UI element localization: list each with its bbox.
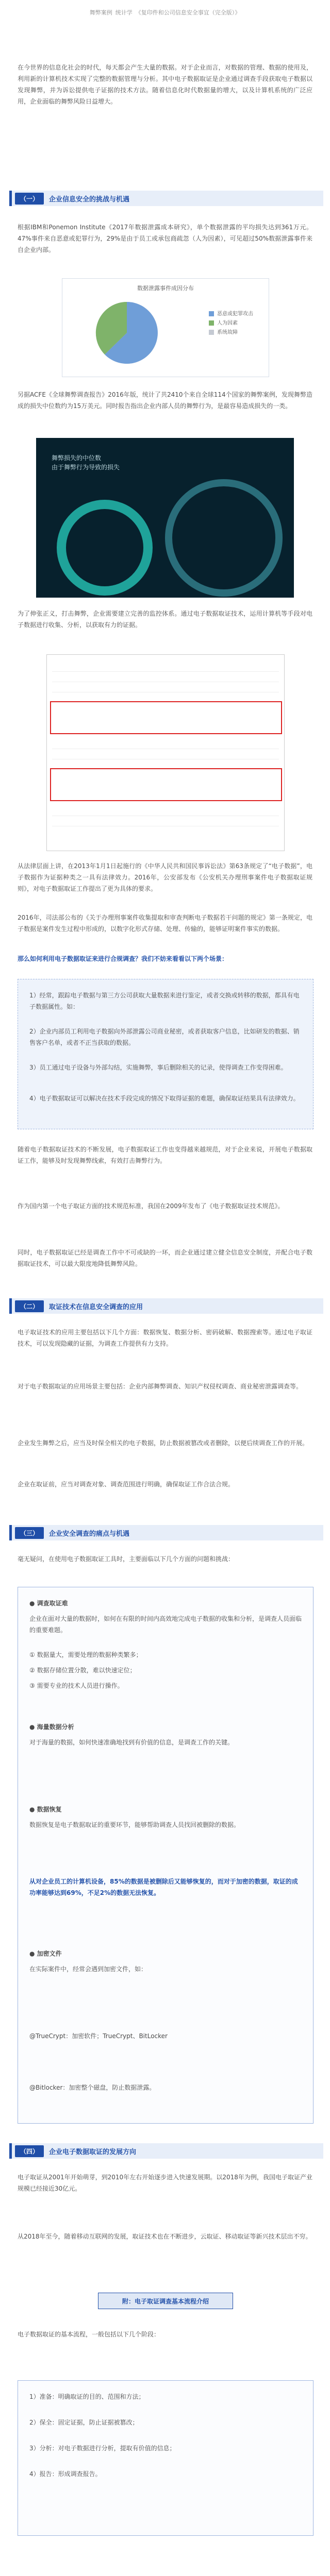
paragraph: 为了伸张正义，打击舞弊，企业需要建立完善的监控体系。通过电子数据取证技术，运用计算机等手段对电子数据进行收集、分析，以获取有力的证据。 bbox=[18, 610, 312, 629]
pain-text: 数据恢复是电子数据取证的重要环节，能够帮助调查人员找回被删除的数据。 bbox=[29, 1821, 240, 1828]
paragraph: 对于电子数据取证的应用场景主要包括：企业内部舞弊调查、知识产权侵权调查、商业秘密泄露调查等。 bbox=[18, 1383, 303, 1390]
highlight-box bbox=[50, 701, 282, 734]
scenario-callout bbox=[18, 979, 314, 1129]
ring-graphic bbox=[165, 479, 283, 597]
section-heading bbox=[9, 1525, 323, 1540]
table-row bbox=[52, 742, 279, 749]
section-number: （一） bbox=[15, 193, 44, 205]
scenario-text: 4）电子数据取证可以解决在技术手段完成的情况下取得证据的难题，确保取证结果具有法律效力。 bbox=[29, 1095, 300, 1102]
infographic-title bbox=[52, 453, 120, 472]
section-heading bbox=[9, 2143, 323, 2159]
pain-bullet: ② 数据存储位置分散，难以快速定位； bbox=[29, 1667, 136, 1674]
legend-swatch bbox=[209, 330, 214, 335]
legend-label: 恶意或犯罪攻击 bbox=[217, 311, 253, 317]
infographic-line: 舞弊损失的中位数 bbox=[52, 454, 102, 462]
paragraph: 企业在取证前，应当对调查对象、调查范围进行明确，确保取证工作合法合规。 bbox=[18, 1481, 235, 1488]
paragraph: 另据ACFE《全球舞弊调查报告》2016年版，统计了共2410个来自全球114个国家的舞弊案例，发现舞弊造成的损失中位数约为15万美元。同时报告指出企业内部人员的舞弊行为，是最容易造成损失的一类。 bbox=[18, 391, 312, 410]
section-number: （二） bbox=[15, 1300, 44, 1312]
paragraph: 同时，电子数据取证已经是调查工作中不可或缺的一环，而企业通过建立健全信息安全制度，并配合电子数据取证技术，可以最大限度地降低舞弊风险。 bbox=[18, 1249, 312, 1267]
pain-stat: 从对企业员工的计算机设备，85%的数据是被删除后又能够恢复的，而对于加密的数据，取证的成功率能够达到69%，不足2%的数据无法恢复。 bbox=[29, 1878, 298, 1896]
legend-swatch bbox=[209, 311, 214, 316]
scenario-text: 2）企业内部员工利用电子数据向外部泄露公司商业秘密，或者获取客户信息，比如研发的数据、销售客户名单，或者不正当获取的数据。 bbox=[29, 1028, 300, 1046]
legend-label: 人为因素 bbox=[217, 320, 238, 326]
highlight-box bbox=[50, 768, 282, 801]
paragraph: 作为国内第一个电子取证方面的技术规范标准，我国在2009年发布了《电子数据取证技术规范》。 bbox=[18, 1202, 284, 1210]
legend-label: 系统故障 bbox=[217, 330, 238, 335]
table-row bbox=[52, 820, 279, 826]
paragraph: 2016年，司法部公布的《关于办理刑事案件收集提取和审查判断电子数据若干问题的规定》第一条规定，电子数据是案件发生过程中形成的，以数字化形式存储、处理、传输的，能够证明案件事实的数据。 bbox=[18, 914, 312, 933]
breadcrumb-item[interactable]: 统计学 bbox=[115, 9, 133, 16]
table-row bbox=[52, 665, 279, 672]
section-title: 企业安全调查的痛点与机遇 bbox=[49, 1530, 130, 1538]
paragraph: 毫无疑问，在使用电子数据取证工具时，主要面临以下几个方面的问题和挑战： bbox=[18, 1555, 235, 1563]
pain-heading: ● 海量数据分析 bbox=[29, 1723, 74, 1731]
section-title: 企业电子数据取证的发展方向 bbox=[49, 2148, 137, 2156]
breadcrumb-item[interactable]: 舞弊案例 bbox=[89, 9, 112, 16]
dark-infographic bbox=[36, 438, 294, 598]
pie-caption: 数据泄露事件成因分布 bbox=[137, 285, 194, 292]
pain-text: 对于海量的数据，如何快速准确地找到有价值的信息，是调查工作的关键。 bbox=[29, 1739, 234, 1746]
pain-example: @Bitlocker：加密整个磁盘，防止数据泄露。 bbox=[29, 2084, 156, 2091]
steps-box bbox=[18, 2380, 314, 2536]
pain-bullet: ③ 需要专业的技术人员进行操作。 bbox=[29, 1682, 124, 1689]
pain-points-box bbox=[18, 1587, 314, 2124]
table-row bbox=[52, 675, 279, 682]
scenario-text: 1）经常，跟踪电子数据与第三方公司获取大量数据来进行鉴定，或者交换或转移的数据，都具有电子数据属性。如： bbox=[29, 992, 300, 1010]
paragraph: 电子取证从2001年开始萌芽，到2010年左右开始逐步进入快速发展期。以2018年为例，我国电子取证产业规模已经接近30亿元。 bbox=[18, 2174, 312, 2192]
scenario-text: 3）员工通过电子设备与外部勾结，实施舞弊，事后删除相关的记录，使得调查工作变得困难。 bbox=[29, 1064, 287, 1071]
pie-chart-figure bbox=[62, 278, 269, 377]
paragraph: 从2018年至今，随着移动互联网的发展，取证技术也在不断进步，云取证、移动取证等新兴技术层出不穷。 bbox=[18, 2233, 312, 2240]
breadcrumb-item[interactable]: 《复印件和公司信息安全事宜（完全版）》 bbox=[135, 9, 241, 16]
pain-text: 在实际案件中，经常会遇到加密文件，如： bbox=[29, 1965, 147, 1973]
section-heading bbox=[9, 1298, 323, 1314]
table-screenshot bbox=[46, 654, 285, 851]
step-item: 4）报告：形成调查报告。 bbox=[29, 2470, 102, 2478]
paragraph: 企业发生舞弊之后，应当及时保全相关的电子数据，防止数据被篡改或者删除，以便后续调查工作的开展。 bbox=[18, 1439, 309, 1447]
step-item: 1）准备：明确取证的目的、范围和方法； bbox=[29, 2393, 145, 2400]
section-number: （四） bbox=[15, 2145, 44, 2157]
step-item: 2）保全：固定证据，防止证据被篡改； bbox=[29, 2419, 139, 2426]
pain-heading: ● 加密文件 bbox=[29, 1950, 62, 1957]
paragraph: 电子数据取证的基本流程，一般包括以下几个阶段： bbox=[18, 2331, 160, 2338]
step-item: 3）分析：对电子数据进行分析，提取有价值的信息； bbox=[29, 2445, 176, 2452]
pie-legend bbox=[209, 310, 253, 337]
table-row bbox=[52, 809, 279, 816]
pain-heading: ● 数据恢复 bbox=[29, 1806, 62, 1813]
section-number: （三） bbox=[15, 1527, 44, 1539]
intro-paragraph: 在今世界的信息化社会的时代，每天都会产生大量的数据。对于企业而言，对数据的管理、数据的使用及，利用新的计算机技术实现了完整的数据管理与分析。其中电子数据取证是企业通过调查手段获取电子数据以发现舞弊，并为诉讼提供电子证据的技术方法。随着信息化时代数据量的增大，以及计算机系统的广泛应用，企业面临的舞弊风险日益增大。 bbox=[18, 64, 312, 105]
section-title: 企业信息安全的挑战与机遇 bbox=[49, 195, 130, 204]
appendix-tag: 附：电子取证调查基本流程介绍 bbox=[98, 2293, 233, 2309]
section-title: 取证技术在信息安全调查的应用 bbox=[49, 1303, 143, 1311]
paragraph: 电子取证技术的应用主要包括以下几个方面：数据恢复、数据分析、密码破解、数据搜索等。通过电子取证技术，可以发现隐藏的证据，为调查工作提供有力支持。 bbox=[18, 1329, 312, 1347]
infographic-line: 由于舞弊行为导致的损失 bbox=[52, 464, 120, 471]
pain-text: 企业在面对大量的数据时，如何在有限的时间内高效地完成电子数据的收集和分析，是调查人员面临的重要难题。 bbox=[29, 1615, 302, 1634]
question-paragraph: 那么如何利用电子数据取证来进行合规调查？我们不妨来看看以下两个场景： bbox=[18, 955, 228, 962]
pain-bullet: ① 数据量大，需要处理的数据种类繁多； bbox=[29, 1651, 142, 1658]
pain-heading: ● 调查取证难 bbox=[29, 1600, 68, 1607]
ring-graphic bbox=[57, 500, 153, 596]
pain-example: @TrueCrypt：加密软件；TrueCrypt、BitLocker bbox=[29, 2032, 168, 2040]
table-row bbox=[52, 686, 279, 692]
paragraph: 随着电子数据取证技术的不断发展，电子数据取证工作也变得越来越规范，对于企业来说，开展电子数据取证工作，能够及时发现舞弊线索，有效打击舞弊行为。 bbox=[18, 1146, 312, 1164]
paragraph: 从法律层面上讲，在2013年1月1日起施行的《中华人民共和国民事诉讼法》第63条规定了“电子数据”，电子数据作为证据种类之一具有法律效力。2016年，公安部发布《公安机关办理刑事案件电子数据取证规则》，对电子数据取证工作提出了更为具体的要求。 bbox=[18, 862, 312, 892]
legend-swatch bbox=[209, 320, 214, 326]
section-heading bbox=[9, 191, 323, 206]
table-row bbox=[52, 753, 279, 759]
breadcrumb bbox=[0, 0, 330, 25]
pie-chart bbox=[88, 294, 176, 371]
paragraph: 根据IBM和Ponemon Institute《2017年数据泄露成本研究》，单个数据泄露的平均损失达到361万元。47%事件来自恶意或犯罪行为，29%是由于员工或承包商疏忽（人为因素），可见超过50%数据泄露事件来自企业内部。 bbox=[18, 224, 312, 253]
